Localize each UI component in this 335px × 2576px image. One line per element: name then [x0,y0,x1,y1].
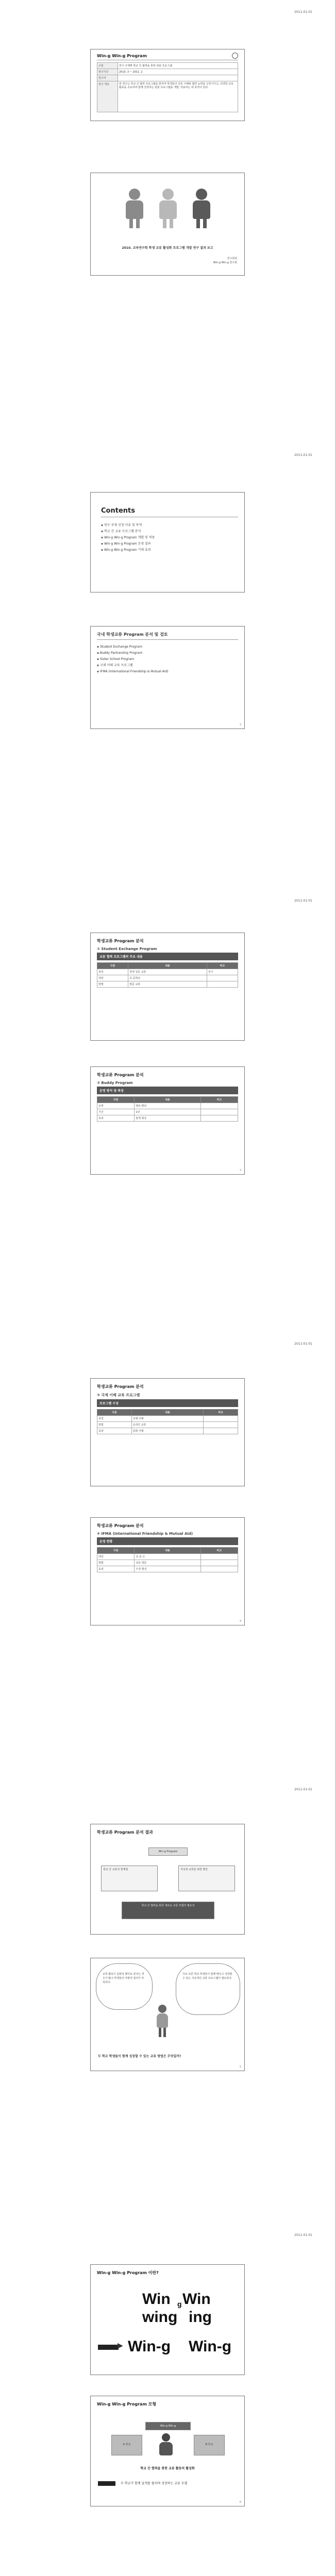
slide-subtitle: ② Buddy Program [97,1081,133,1085]
slide-title: Win-g Win-g Program 이란? [97,2270,159,2275]
school-b-box: B 학교 [194,2435,225,2455]
slide-number: 4 [239,1620,241,1623]
slide-number: 5 [239,2065,241,2069]
cell: 방법 [97,981,128,988]
slide-title: Win-g Win-g Program 모형 [97,2402,157,2406]
slide-title: Win-g Win-g Program [97,53,147,58]
cell: 구분 [97,63,118,69]
cell: 국제 이해 [131,1416,204,1422]
cell: 학생 상호 교류 [128,969,207,975]
page-date: 2011-01-01 [294,1788,312,1791]
cell: 효과 [97,1115,135,1122]
cell: 방문 교류 [128,981,207,988]
cell: 운영 [97,1103,135,1109]
header-cell: 내용 [135,1548,200,1554]
cell: 방법 [97,1560,135,1566]
kid-figure-icon [159,189,177,228]
model-footer: 두 학교가 함께 날개를 펼치며 성장하는 교류 모델 [121,2482,188,2485]
word-wing: wing [142,2309,178,2326]
result-win-g-2: Win-g [189,2338,232,2355]
speech-bubble-right: 서로 다른 학교 학생들이 함께 배우고 성장할 수 있는 지속적인 교류 프로그램이 필요하다. [176,1963,240,2015]
cell: 온라인 교류 [131,1422,204,1428]
cell: 목적 [97,969,128,975]
section-bar: 운영 현황 [97,1537,238,1545]
slide-title: 학생교류 Program 분석 [97,1384,144,1389]
cover-caption: 2010. 교육연구회 학생 교류 활성화 프로그램 개발 연구 결과 보고 [122,246,213,250]
cell: 방법 [97,1422,132,1428]
slide-title: 학생교류 Program 분석 [97,1523,144,1528]
cell: 관계 형성 [135,1115,201,1122]
cell [204,1416,238,1422]
slide-program-analysis-1 [90,933,245,1041]
slide-analysis-result [90,1824,245,1935]
cell [207,975,238,981]
cell [118,75,238,81]
cell [200,1566,238,1572]
cell: 우정 형성 [135,1566,200,1572]
header-cell: 구분 [97,963,128,969]
cell: 문화 이해 [131,1428,204,1434]
list-item: ▪ 연구 주제 선정 이유 및 목적 [101,522,238,529]
slide-model [90,2396,245,2506]
author-line: 연구회장 [227,257,237,260]
slide-contents [90,492,245,592]
header-cell: 구분 [97,1548,135,1554]
cell: 연구기간 [97,69,118,75]
model-text: 학교 간 협력을 통한 교류 활동의 활성화 [140,2467,195,2470]
list-item: ▪ Win-g Win-g Program 개발 및 적용 [101,535,238,541]
slide-title: Contents [101,507,135,515]
list-item: ▪ Student Exchange Program [97,644,238,650]
cell: 대상 [97,1554,135,1560]
cell: 멘토-멘티 [135,1103,201,1109]
slide-title-table [90,49,245,121]
list-item: ▪ 국제 이해 교육 프로그램 [97,663,238,669]
emblem-icon [232,53,238,59]
slide-number: 2 [239,723,241,726]
section-bar: 운영 방식 및 특징 [97,1087,238,1094]
cell: 효과 [97,1566,135,1572]
kid-figure-icon [159,2433,173,2455]
slide-subtitle: ① Student Exchange Program [97,947,157,951]
list-item: ▪ 학교 간 교류 프로그램 분석 [101,529,238,535]
center-box: Win-g Program [148,1848,188,1856]
cell [207,981,238,988]
slide-subtitle: ④ IFMA (International Friendship & Mutual Aid) [97,1532,193,1536]
page-date: 2011-01-01 [294,1342,312,1346]
cell: 본 연구는 학교 간 협력 프로그램을 통하여 학생들의 상호 이해와 협력 능력을 신장시키고, 다양한 교육 활동을 공유하며 함께 성장하는 윈윈 프로그램을 개발, 적용하는 데 목적이 있다. [118,81,238,112]
slide-subtitle: ③ 국제 이해 교육 프로그램 [97,1393,140,1397]
center-label: Win-g Win-g [145,2422,191,2430]
question-text: 두 학교 학생들이 함께 성장할 수 있는 교류 방법은 무엇일까? [98,2055,181,2058]
cell [200,1103,238,1109]
slide-title: 학생교류 Program 분석 결과 [97,1830,153,1835]
kid-figure-icon [193,189,210,228]
page-date: 2011-01-01 [294,453,312,457]
author-line: Win-g Win-g 연구회 [213,261,237,264]
cell [200,1115,238,1122]
word-win: Win [142,2291,171,2308]
left-box: 학교 간 교류의 한계점 [101,1866,158,1891]
word-win-2: Win [182,2291,211,2308]
cell [200,1109,238,1115]
slide-cover [90,173,245,276]
list-item: ▪ IFMA (International Friendship & Mutual Aid) [97,669,238,675]
conclusion-box: 학교 간 협력을 통한 새로운 교류 모델의 필요성 [122,1902,214,1919]
slide-title: 학생교류 Program 분석 [97,1073,144,1077]
slide-program-analysis-3 [90,1378,245,1486]
slide-what-is [90,2264,245,2375]
data-table [97,1096,238,1122]
info-table [97,62,238,112]
header-cell: 비고 [200,1548,238,1554]
cell [200,1554,238,1560]
cell: 연구 주제명 학교 간 협력을 통한 윈윈 프로그램 [118,63,238,69]
header-cell: 구분 [97,1097,135,1103]
header-cell: 구분 [97,1410,132,1416]
cell [200,1560,238,1566]
cell: 초·중·고 [135,1554,200,1560]
cell: 1년 [135,1109,201,1115]
page-date: 2011-01-01 [294,899,312,903]
data-table [97,962,238,988]
slide-number: 6 [239,2501,241,2504]
header-cell: 내용 [128,963,207,969]
cell: 목적 [97,1416,132,1422]
cell: 효과 [97,1428,132,1434]
slide-title: 학생교류 Program 분석 [97,939,144,943]
cell: 상호 방문 [135,1560,200,1566]
list-item: ▪ Win-g Win-g Program 기대 효과 [101,547,238,553]
arrow-head-icon: ▶ [118,2342,123,2350]
arrow-icon [98,2481,115,2486]
cell [204,1428,238,1434]
speech-bubble-left: 교류 활동이 일회성 행사로 끝나는 경우가 많고 학생들의 자발적 참여가 부족하다. [96,1963,153,2010]
school-a-box: A 학교 [111,2435,142,2455]
cell: 대상 [97,975,128,981]
list-item: ▪ Win-g Win-g Program 운영 결과 [101,541,238,547]
header-cell: 내용 [135,1097,201,1103]
section-bar: 교류 협력 프로그램의 주요 내용 [97,953,238,960]
right-box: 지속적 교류를 위한 방안 [178,1866,235,1891]
slide-program-analysis-4 [90,1517,245,1625]
word-ing: ing [189,2309,212,2326]
cell [204,1422,238,1428]
cell: 기간 [97,1109,135,1115]
list-item: ▪ Buddy Partnership Program [97,650,238,656]
result-win-g-1: Win-g [128,2338,171,2355]
slide-question [90,1958,245,2071]
kid-figure-icon [126,189,143,228]
page-date: 2011-01-01 [294,10,312,14]
list-item: ▪ Sister School Program [97,656,238,663]
word-g: g [177,2300,182,2308]
data-table [97,1409,238,1434]
student-figure-icon [157,2005,168,2037]
slide-title: 국내 학생교류 Program 분석 및 검토 [97,632,168,637]
header-cell: 내용 [131,1410,204,1416]
cell: 초·중학교 [128,975,207,981]
arrow-icon [98,2345,119,2350]
header-cell: 비고 [204,1410,238,1416]
slide-number: 3 [239,1169,241,1172]
header-cell: 비고 [207,963,238,969]
section-bar: 프로그램 구성 [97,1399,238,1407]
cell: 연구자 [97,75,118,81]
header-cell: 비고 [200,1097,238,1103]
cell: 2010. 3 ~ 2011. 2 [118,69,238,75]
page-date: 2011-01-01 [294,2233,312,2237]
cell: 연구 개요 [97,81,118,112]
slide-analysis-list [90,626,245,729]
data-table [97,1547,238,1572]
cell: 상시 [207,969,238,975]
slide-program-analysis-2 [90,1066,245,1175]
